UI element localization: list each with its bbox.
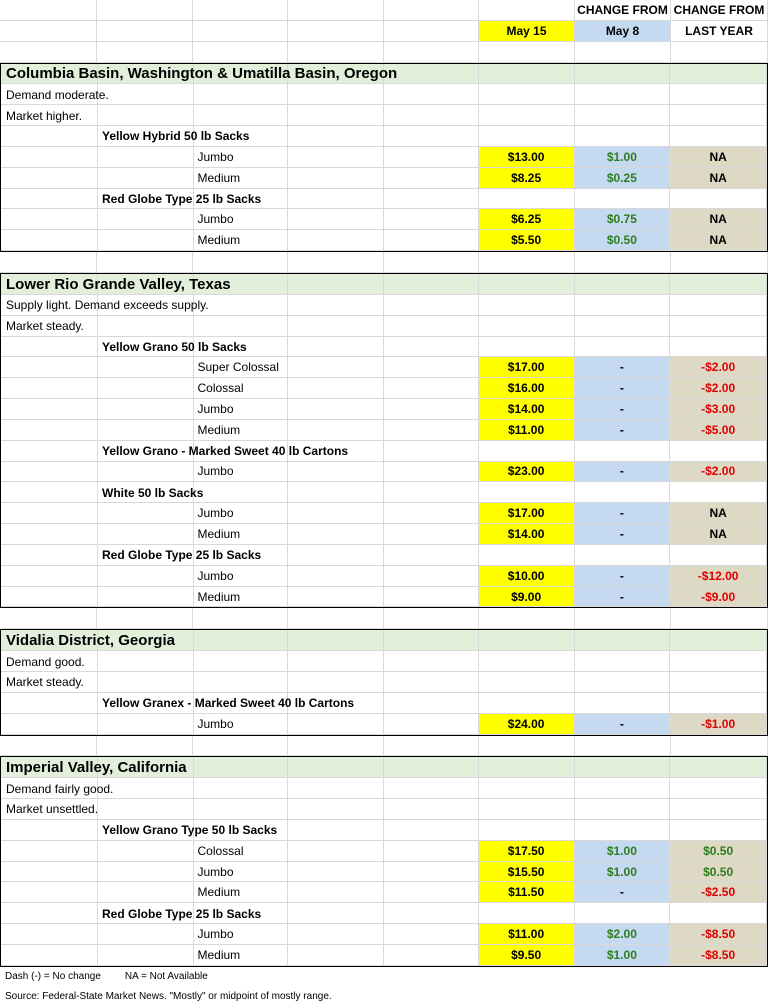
price-value: $17.00 <box>479 503 575 524</box>
commodity-group-row <box>1 545 767 566</box>
size-label: Medium <box>194 420 289 441</box>
price-row <box>1 230 767 251</box>
commodity-label: Red Globe Type 25 lb Sacks <box>102 548 262 563</box>
week-change-value: - <box>575 714 671 735</box>
year-change-value: -$5.00 <box>670 420 767 441</box>
price-value: $11.50 <box>479 882 575 903</box>
header-row-bottom <box>0 21 768 42</box>
legend-dash: Dash (-) = No change <box>5 971 101 983</box>
price-value: $14.00 <box>479 399 575 420</box>
region-header-row <box>1 64 767 85</box>
region-note: Market steady. <box>6 675 84 690</box>
current-date-header: May 15 <box>479 21 575 42</box>
price-value: $13.00 <box>479 147 575 168</box>
region-section <box>0 756 768 966</box>
commodity-label: Yellow Grano 50 lb Sacks <box>102 339 247 354</box>
commodity-label: Yellow Grano Type 50 lb Sacks <box>102 823 278 838</box>
week-change-value: $0.50 <box>575 230 671 251</box>
region-note-row <box>1 84 767 105</box>
year-change-value: -$8.50 <box>670 945 767 966</box>
spacer-row <box>0 608 768 629</box>
commodity-label: White 50 lb Sacks <box>102 485 204 500</box>
year-change-value: -$2.00 <box>670 378 767 399</box>
spacer-row <box>0 252 768 273</box>
price-value: $6.25 <box>479 209 575 230</box>
size-label: Jumbo <box>194 862 289 883</box>
region-section <box>0 273 768 609</box>
week-change-value: $1.00 <box>575 862 671 883</box>
week-change-value: - <box>575 399 671 420</box>
change-year-header-top: CHANGE FROM <box>671 0 768 21</box>
price-row <box>1 503 767 524</box>
source-note: Source: Federal-State Market News. "Mostly" or midpoint of mostly range. <box>5 991 332 1003</box>
price-value: $10.00 <box>479 566 575 587</box>
price-row <box>1 841 767 862</box>
price-row <box>1 209 767 230</box>
year-change-value: -$12.00 <box>670 566 767 587</box>
region-note-row <box>1 651 767 672</box>
header-row-top <box>0 0 768 21</box>
price-row <box>1 587 767 608</box>
commodity-group-row <box>1 903 767 924</box>
region-header-row <box>1 274 767 295</box>
week-change-value: - <box>575 587 671 608</box>
week-change-value: $1.00 <box>575 147 671 168</box>
price-value: $14.00 <box>479 524 575 545</box>
price-row <box>1 566 767 587</box>
year-change-value: NA <box>670 230 767 251</box>
change-week-header-top: CHANGE FROM <box>575 0 671 21</box>
price-row <box>1 147 767 168</box>
week-change-value: $1.00 <box>575 841 671 862</box>
price-value: $17.00 <box>479 357 575 378</box>
size-label: Medium <box>194 945 289 966</box>
size-label: Jumbo <box>194 503 289 524</box>
year-change-value: -$1.00 <box>670 714 767 735</box>
region-header-row <box>1 757 767 778</box>
year-change-value: -$2.00 <box>670 357 767 378</box>
change-year-header: LAST YEAR <box>671 21 768 42</box>
week-change-value: $0.75 <box>575 209 671 230</box>
region-note-row <box>1 105 767 126</box>
size-label: Colossal <box>194 841 289 862</box>
year-change-value: NA <box>670 209 767 230</box>
size-label: Jumbo <box>194 924 289 945</box>
region-note-row <box>1 295 767 316</box>
price-row <box>1 945 767 966</box>
week-change-value: - <box>575 462 671 483</box>
region-note: Supply light. Demand exceeds supply. <box>6 298 209 313</box>
spacer-row <box>0 42 768 63</box>
week-change-value: - <box>575 420 671 441</box>
region-note: Demand fairly good. <box>6 781 114 796</box>
region-note: Market higher. <box>6 108 83 123</box>
size-label: Medium <box>194 524 289 545</box>
year-change-value: -$9.00 <box>670 587 767 608</box>
price-value: $11.00 <box>479 924 575 945</box>
commodity-label: Yellow Hybrid 50 lb Sacks <box>102 129 250 144</box>
region-title: Imperial Valley, California <box>6 759 187 777</box>
size-label: Medium <box>194 587 289 608</box>
year-change-value: -$3.00 <box>670 399 767 420</box>
price-row <box>1 378 767 399</box>
region-title: Columbia Basin, Washington & Umatilla Basin, Oregon <box>6 65 398 83</box>
size-label: Jumbo <box>194 399 289 420</box>
commodity-label: Yellow Grano - Marked Sweet 40 lb Cartons <box>102 444 349 459</box>
price-value: $16.00 <box>479 378 575 399</box>
commodity-label: Red Globe Type 25 lb Sacks <box>102 906 262 921</box>
legend-na: NA = Not Available <box>124 971 208 983</box>
size-label: Jumbo <box>194 462 289 483</box>
price-value: $9.00 <box>479 587 575 608</box>
size-label: Super Colossal <box>194 357 289 378</box>
size-label: Medium <box>194 882 289 903</box>
size-label: Jumbo <box>194 147 289 168</box>
size-label: Colossal <box>194 378 289 399</box>
price-row <box>1 357 767 378</box>
price-value: $15.50 <box>479 862 575 883</box>
week-change-value: - <box>575 503 671 524</box>
price-value: $11.00 <box>479 420 575 441</box>
change-week-header: May 8 <box>575 21 671 42</box>
commodity-label: Yellow Granex - Marked Sweet 40 lb Cartons <box>102 696 355 711</box>
region-title: Vidalia District, Georgia <box>6 632 175 650</box>
price-row <box>1 462 767 483</box>
year-change-value: $0.50 <box>670 862 767 883</box>
week-change-value: - <box>575 882 671 903</box>
region-note-row <box>1 799 767 820</box>
price-value: $9.50 <box>479 945 575 966</box>
region-note-row <box>1 672 767 693</box>
region-note: Demand moderate. <box>6 87 109 102</box>
size-label: Jumbo <box>194 209 289 230</box>
regions-container <box>0 42 768 967</box>
week-change-value: $0.25 <box>575 168 671 189</box>
year-change-value: NA <box>670 147 767 168</box>
region-note: Demand good. <box>6 654 85 669</box>
price-value: $8.25 <box>479 168 575 189</box>
commodity-group-row <box>1 126 767 147</box>
region-note-row <box>1 316 767 337</box>
region-note-row <box>1 778 767 799</box>
region-note: Market unsettled. <box>6 802 99 817</box>
price-value: $5.50 <box>479 230 575 251</box>
commodity-group-row <box>1 189 767 210</box>
commodity-group-row <box>1 693 767 714</box>
week-change-value: - <box>575 378 671 399</box>
region-note: Market steady. <box>6 319 84 334</box>
commodity-group-row <box>1 337 767 358</box>
week-change-value: $2.00 <box>575 924 671 945</box>
price-row <box>1 168 767 189</box>
size-label: Medium <box>194 168 289 189</box>
price-row <box>1 714 767 735</box>
price-row <box>1 924 767 945</box>
week-change-value: - <box>575 524 671 545</box>
commodity-group-row <box>1 820 767 841</box>
year-change-value: -$8.50 <box>670 924 767 945</box>
year-change-value: $0.50 <box>670 841 767 862</box>
price-value: $23.00 <box>479 462 575 483</box>
spacer-row <box>0 736 768 757</box>
region-section <box>0 63 768 253</box>
price-row <box>1 862 767 883</box>
size-label: Jumbo <box>194 566 289 587</box>
commodity-label: Red Globe Type 25 lb Sacks <box>102 192 262 207</box>
size-label: Medium <box>194 230 289 251</box>
week-change-value: - <box>575 566 671 587</box>
region-title: Lower Rio Grande Valley, Texas <box>6 275 231 293</box>
price-row <box>1 399 767 420</box>
year-change-value: NA <box>670 524 767 545</box>
year-change-value: NA <box>670 503 767 524</box>
price-row <box>1 420 767 441</box>
commodity-group-row <box>1 482 767 503</box>
price-row <box>1 524 767 545</box>
year-change-value: -$2.50 <box>670 882 767 903</box>
size-label: Jumbo <box>194 714 289 735</box>
price-row <box>1 882 767 903</box>
region-header-row <box>1 630 767 651</box>
source-line <box>0 987 768 1007</box>
year-change-value: -$2.00 <box>670 462 767 483</box>
price-value: $17.50 <box>479 841 575 862</box>
week-change-value: $1.00 <box>575 945 671 966</box>
price-value: $24.00 <box>479 714 575 735</box>
legend-line <box>0 967 768 987</box>
commodity-group-row <box>1 441 767 462</box>
year-change-value: NA <box>670 168 767 189</box>
week-change-value: - <box>575 357 671 378</box>
region-section <box>0 629 768 735</box>
